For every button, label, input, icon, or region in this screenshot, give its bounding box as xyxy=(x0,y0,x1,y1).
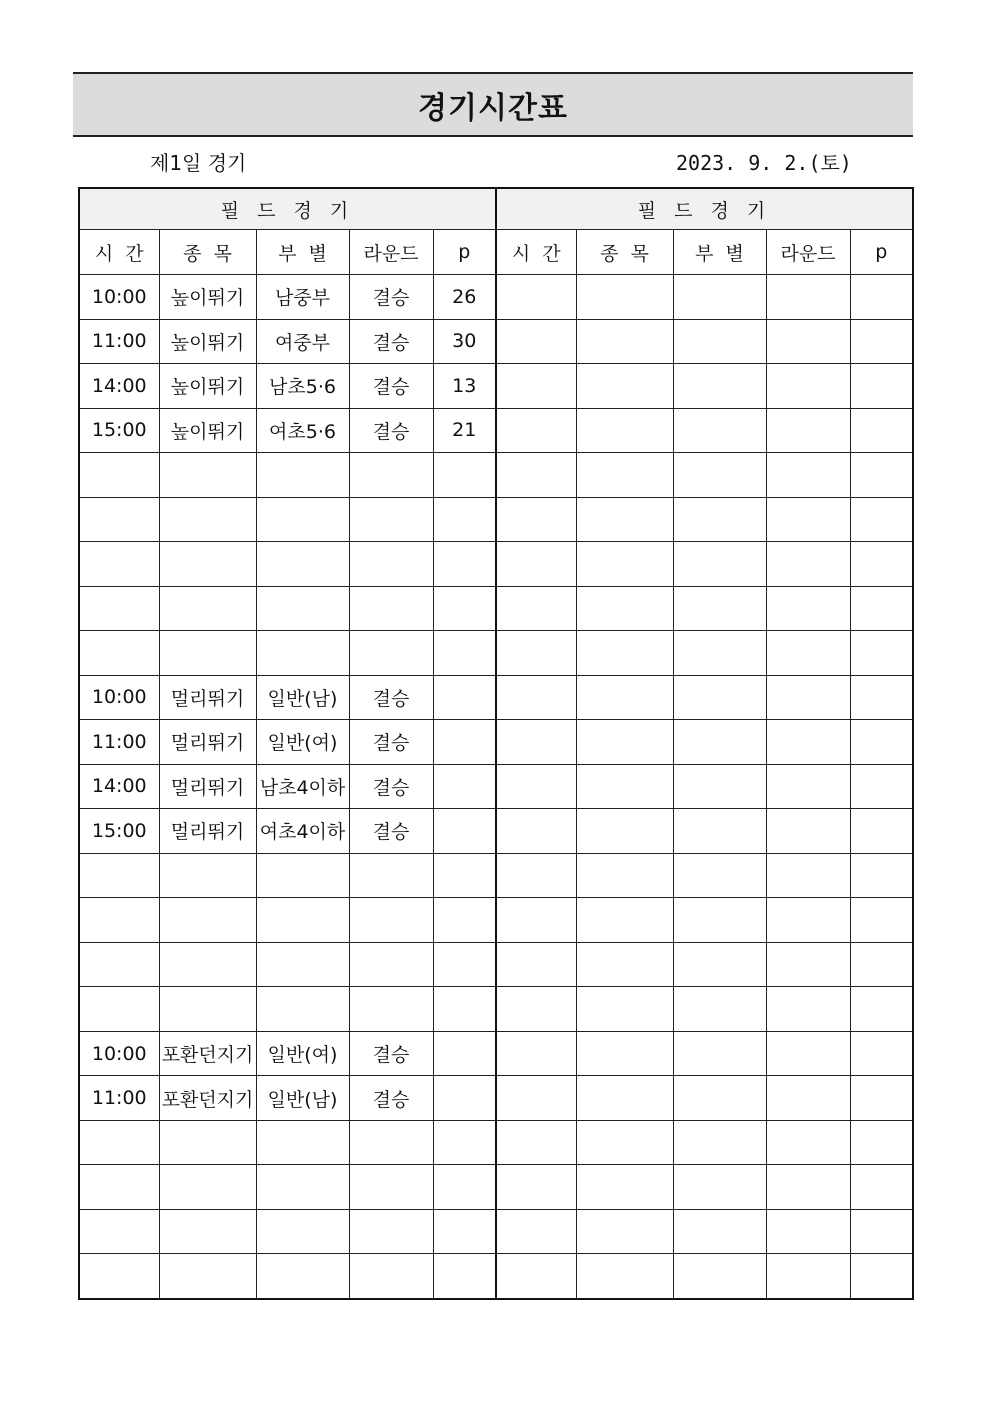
cell-time-right xyxy=(496,1165,576,1210)
cell-event: 멀리뛰기 xyxy=(159,675,256,720)
cell-division: 남초4이하 xyxy=(256,764,349,809)
page-title: 경기시간표 xyxy=(73,72,913,137)
cell-round: 결승 xyxy=(349,364,433,409)
cell-time-right xyxy=(496,364,576,409)
cell-p xyxy=(433,542,496,587)
cell-round: 결승 xyxy=(349,720,433,765)
cell-division xyxy=(256,497,349,542)
cell-p-right xyxy=(850,408,913,453)
cell-event xyxy=(159,586,256,631)
cell-round xyxy=(349,1120,433,1165)
cell-event: 멀리뛰기 xyxy=(159,809,256,854)
cell-round: 결승 xyxy=(349,275,433,320)
cell-p-right xyxy=(850,942,913,987)
cell-event-right xyxy=(576,675,673,720)
cell-division xyxy=(256,898,349,943)
cell-division-right xyxy=(673,1120,766,1165)
cell-time: 11:00 xyxy=(79,1076,159,1121)
cell-round-right xyxy=(766,764,850,809)
cell-event xyxy=(159,1209,256,1254)
cell-event: 포환던지기 xyxy=(159,1076,256,1121)
cell-p xyxy=(433,987,496,1032)
table-row xyxy=(79,898,913,943)
cell-division-right xyxy=(673,1254,766,1299)
cell-time xyxy=(79,542,159,587)
field-header-left: 필 드 경 기 xyxy=(79,188,496,230)
cell-event-right xyxy=(576,809,673,854)
table-row xyxy=(79,764,913,809)
cell-division: 여초4이하 xyxy=(256,809,349,854)
cell-round-right xyxy=(766,987,850,1032)
cell-event xyxy=(159,542,256,587)
cell-division xyxy=(256,942,349,987)
cell-round-right xyxy=(766,1254,850,1299)
cell-round xyxy=(349,1165,433,1210)
cell-time-right xyxy=(496,275,576,320)
cell-division-right xyxy=(673,764,766,809)
cell-division-right xyxy=(673,542,766,587)
cell-division-right xyxy=(673,586,766,631)
cell-event-right xyxy=(576,1254,673,1299)
cell-round xyxy=(349,942,433,987)
cell-division: 일반(남) xyxy=(256,675,349,720)
cell-division-right xyxy=(673,497,766,542)
cell-time-right xyxy=(496,898,576,943)
cell-division-right xyxy=(673,275,766,320)
field-header-right: 필 드 경 기 xyxy=(496,188,913,230)
cell-event xyxy=(159,1165,256,1210)
cell-time-right xyxy=(496,631,576,676)
cell-division: 남초5·6 xyxy=(256,364,349,409)
table-row xyxy=(79,1254,913,1299)
cell-round xyxy=(349,898,433,943)
cell-p-right xyxy=(850,1254,913,1299)
col-header-time-right: 시 간 xyxy=(496,230,576,275)
cell-event-right xyxy=(576,275,673,320)
table-row xyxy=(79,497,913,542)
cell-p xyxy=(433,586,496,631)
cell-round-right xyxy=(766,809,850,854)
cell-round-right xyxy=(766,275,850,320)
cell-p: 13 xyxy=(433,364,496,409)
cell-division-right xyxy=(673,1076,766,1121)
cell-p-right xyxy=(850,1165,913,1210)
cell-round: 결승 xyxy=(349,809,433,854)
cell-time xyxy=(79,1209,159,1254)
cell-round xyxy=(349,586,433,631)
cell-time xyxy=(79,853,159,898)
cell-time-right xyxy=(496,987,576,1032)
table-row xyxy=(79,1076,913,1121)
table-row xyxy=(79,275,913,320)
cell-event-right xyxy=(576,497,673,542)
cell-round-right xyxy=(766,1165,850,1210)
cell-division xyxy=(256,631,349,676)
cell-p-right xyxy=(850,586,913,631)
table-row xyxy=(79,631,913,676)
cell-event xyxy=(159,853,256,898)
table-row xyxy=(79,809,913,854)
cell-time: 15:00 xyxy=(79,408,159,453)
cell-round: 결승 xyxy=(349,1076,433,1121)
cell-division-right xyxy=(673,1031,766,1076)
cell-division xyxy=(256,1165,349,1210)
cell-p xyxy=(433,942,496,987)
cell-p-right xyxy=(850,720,913,765)
cell-p xyxy=(433,1165,496,1210)
schedule-body xyxy=(79,275,913,1300)
cell-round-right xyxy=(766,364,850,409)
table-row xyxy=(79,987,913,1032)
cell-round-right xyxy=(766,408,850,453)
cell-time xyxy=(79,898,159,943)
cell-event-right xyxy=(576,1165,673,1210)
cell-time-right xyxy=(496,408,576,453)
cell-time-right xyxy=(496,1254,576,1299)
cell-p xyxy=(433,631,496,676)
cell-round-right xyxy=(766,1209,850,1254)
cell-p xyxy=(433,720,496,765)
cell-time: 14:00 xyxy=(79,364,159,409)
table-row xyxy=(79,1165,913,1210)
cell-division: 여중부 xyxy=(256,319,349,364)
cell-event-right xyxy=(576,364,673,409)
cell-p-right xyxy=(850,1120,913,1165)
cell-event xyxy=(159,453,256,498)
cell-p xyxy=(433,853,496,898)
cell-p-right xyxy=(850,1031,913,1076)
cell-p xyxy=(433,764,496,809)
cell-event-right xyxy=(576,764,673,809)
cell-division: 남중부 xyxy=(256,275,349,320)
cell-time xyxy=(79,987,159,1032)
cell-division xyxy=(256,1254,349,1299)
cell-p-right xyxy=(850,453,913,498)
cell-round xyxy=(349,497,433,542)
table-row xyxy=(79,720,913,765)
cell-round: 결승 xyxy=(349,319,433,364)
cell-event xyxy=(159,942,256,987)
table-row xyxy=(79,542,913,587)
cell-time-right xyxy=(496,1209,576,1254)
cell-event-right xyxy=(576,853,673,898)
cell-p-right xyxy=(850,364,913,409)
cell-time-right xyxy=(496,542,576,587)
cell-round xyxy=(349,1254,433,1299)
cell-p xyxy=(433,898,496,943)
cell-p-right xyxy=(850,1209,913,1254)
cell-division xyxy=(256,987,349,1032)
cell-round-right xyxy=(766,631,850,676)
cell-event-right xyxy=(576,987,673,1032)
cell-p: 26 xyxy=(433,275,496,320)
day-label: 제1일 경기 xyxy=(150,151,247,175)
cell-division-right xyxy=(673,853,766,898)
cell-event-right xyxy=(576,898,673,943)
cell-time: 11:00 xyxy=(79,319,159,364)
col-header-time-left: 시 간 xyxy=(79,230,159,275)
cell-division: 여초5·6 xyxy=(256,408,349,453)
table-row xyxy=(79,408,913,453)
cell-division-right xyxy=(673,942,766,987)
cell-time xyxy=(79,631,159,676)
cell-p xyxy=(433,1076,496,1121)
cell-division xyxy=(256,1209,349,1254)
table-row xyxy=(79,586,913,631)
cell-round xyxy=(349,631,433,676)
cell-round-right xyxy=(766,720,850,765)
cell-division-right xyxy=(673,364,766,409)
cell-time: 10:00 xyxy=(79,275,159,320)
cell-time-right xyxy=(496,675,576,720)
table-row xyxy=(79,1209,913,1254)
col-header-division-left: 부 별 xyxy=(256,230,349,275)
cell-division-right xyxy=(673,408,766,453)
table-row xyxy=(79,1120,913,1165)
cell-time: 14:00 xyxy=(79,764,159,809)
cell-time-right xyxy=(496,1120,576,1165)
cell-p xyxy=(433,1209,496,1254)
cell-round: 결승 xyxy=(349,1031,433,1076)
cell-event xyxy=(159,1120,256,1165)
cell-event: 포환던지기 xyxy=(159,1031,256,1076)
cell-p xyxy=(433,497,496,542)
cell-division-right xyxy=(673,631,766,676)
cell-time-right xyxy=(496,853,576,898)
cell-event-right xyxy=(576,319,673,364)
cell-round: 결승 xyxy=(349,675,433,720)
table-row xyxy=(79,675,913,720)
cell-time xyxy=(79,586,159,631)
cell-time: 11:00 xyxy=(79,720,159,765)
col-header-round-right: 라운드 xyxy=(766,230,850,275)
cell-p-right xyxy=(850,275,913,320)
cell-event: 높이뛰기 xyxy=(159,319,256,364)
cell-round-right xyxy=(766,898,850,943)
cell-event xyxy=(159,631,256,676)
cell-time xyxy=(79,1120,159,1165)
cell-time-right xyxy=(496,319,576,364)
cell-division-right xyxy=(673,453,766,498)
cell-round-right xyxy=(766,1031,850,1076)
field-header-row xyxy=(79,188,913,230)
col-header-event-left: 종 목 xyxy=(159,230,256,275)
cell-event xyxy=(159,497,256,542)
cell-p xyxy=(433,675,496,720)
cell-event-right xyxy=(576,631,673,676)
cell-time: 15:00 xyxy=(79,809,159,854)
cell-event xyxy=(159,1254,256,1299)
cell-p-right xyxy=(850,319,913,364)
table-row xyxy=(79,942,913,987)
cell-time-right xyxy=(496,1076,576,1121)
cell-round-right xyxy=(766,586,850,631)
cell-p-right xyxy=(850,542,913,587)
cell-division-right xyxy=(673,720,766,765)
col-header-p-right: p xyxy=(850,230,913,275)
table-row xyxy=(79,319,913,364)
cell-division-right xyxy=(673,675,766,720)
cell-p-right xyxy=(850,675,913,720)
cell-p-right xyxy=(850,987,913,1032)
cell-p-right xyxy=(850,764,913,809)
cell-time-right xyxy=(496,764,576,809)
cell-p xyxy=(433,1120,496,1165)
date-label: 2023. 9. 2.(토) xyxy=(676,151,852,175)
cell-p-right xyxy=(850,809,913,854)
cell-p-right xyxy=(850,853,913,898)
col-header-event-right: 종 목 xyxy=(576,230,673,275)
cell-event: 멀리뛰기 xyxy=(159,764,256,809)
cell-p xyxy=(433,1254,496,1299)
cell-event-right xyxy=(576,453,673,498)
cell-event: 멀리뛰기 xyxy=(159,720,256,765)
cell-round xyxy=(349,1209,433,1254)
cell-p-right xyxy=(850,1076,913,1121)
table-row xyxy=(79,1031,913,1076)
cell-division-right xyxy=(673,809,766,854)
column-header-row xyxy=(79,230,913,275)
cell-p-right xyxy=(850,631,913,676)
cell-time-right xyxy=(496,720,576,765)
cell-time xyxy=(79,1165,159,1210)
cell-p xyxy=(433,809,496,854)
cell-round xyxy=(349,542,433,587)
cell-event: 높이뛰기 xyxy=(159,275,256,320)
cell-event: 높이뛰기 xyxy=(159,408,256,453)
cell-division xyxy=(256,542,349,587)
cell-round xyxy=(349,453,433,498)
cell-round-right xyxy=(766,942,850,987)
cell-round xyxy=(349,853,433,898)
cell-time xyxy=(79,453,159,498)
cell-p-right xyxy=(850,898,913,943)
schedule-table xyxy=(78,187,914,1300)
table-row xyxy=(79,853,913,898)
cell-division xyxy=(256,1120,349,1165)
cell-event-right xyxy=(576,1120,673,1165)
cell-event-right xyxy=(576,1076,673,1121)
cell-time: 10:00 xyxy=(79,1031,159,1076)
cell-time xyxy=(79,942,159,987)
cell-event-right xyxy=(576,1031,673,1076)
cell-division-right xyxy=(673,1209,766,1254)
cell-division xyxy=(256,453,349,498)
cell-round-right xyxy=(766,1076,850,1121)
cell-division: 일반(여) xyxy=(256,1031,349,1076)
cell-division xyxy=(256,853,349,898)
cell-p xyxy=(433,1031,496,1076)
cell-time-right xyxy=(496,453,576,498)
cell-round-right xyxy=(766,542,850,587)
cell-round: 결승 xyxy=(349,764,433,809)
cell-division: 일반(여) xyxy=(256,720,349,765)
cell-round-right xyxy=(766,453,850,498)
cell-round xyxy=(349,987,433,1032)
cell-event-right xyxy=(576,720,673,765)
cell-event-right xyxy=(576,586,673,631)
cell-time-right xyxy=(496,497,576,542)
cell-event xyxy=(159,898,256,943)
cell-division-right xyxy=(673,1165,766,1210)
col-header-round-left: 라운드 xyxy=(349,230,433,275)
cell-time-right xyxy=(496,942,576,987)
cell-event-right xyxy=(576,408,673,453)
cell-round: 결승 xyxy=(349,408,433,453)
cell-division xyxy=(256,586,349,631)
cell-time xyxy=(79,497,159,542)
cell-event xyxy=(159,987,256,1032)
cell-round-right xyxy=(766,1120,850,1165)
cell-time: 10:00 xyxy=(79,675,159,720)
cell-division-right xyxy=(673,898,766,943)
cell-division-right xyxy=(673,987,766,1032)
cell-time-right xyxy=(496,809,576,854)
cell-p: 30 xyxy=(433,319,496,364)
cell-event-right xyxy=(576,1209,673,1254)
cell-p-right xyxy=(850,497,913,542)
cell-division-right xyxy=(673,319,766,364)
col-header-division-right: 부 별 xyxy=(673,230,766,275)
cell-event-right xyxy=(576,542,673,587)
cell-time-right xyxy=(496,586,576,631)
table-row xyxy=(79,453,913,498)
cell-round-right xyxy=(766,675,850,720)
cell-round-right xyxy=(766,497,850,542)
cell-division: 일반(남) xyxy=(256,1076,349,1121)
cell-p xyxy=(433,453,496,498)
cell-round-right xyxy=(766,319,850,364)
cell-time xyxy=(79,1254,159,1299)
cell-p: 21 xyxy=(433,408,496,453)
cell-event: 높이뛰기 xyxy=(159,364,256,409)
table-row xyxy=(79,364,913,409)
col-header-p-left: p xyxy=(433,230,496,275)
cell-round-right xyxy=(766,853,850,898)
cell-time-right xyxy=(496,1031,576,1076)
cell-event-right xyxy=(576,942,673,987)
